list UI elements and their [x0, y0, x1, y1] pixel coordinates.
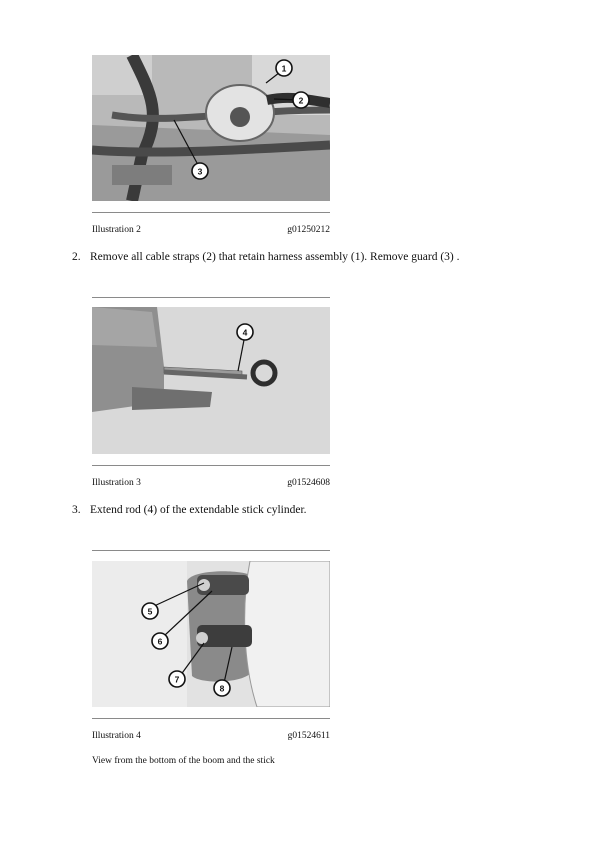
illustration-4-label: Illustration 4: [92, 731, 141, 741]
illustration-3-code: g01524608: [287, 478, 330, 488]
svg-text:7: 7: [174, 674, 180, 685]
illustration-4-photo: [92, 561, 330, 707]
illustration-3-caption: [92, 478, 330, 488]
step-3: [72, 504, 307, 516]
illustration-4-note: View from the bottom of the boom and the stick: [92, 756, 275, 766]
svg-text:5: 5: [147, 606, 153, 617]
illustration-2-label: Illustration 2: [92, 225, 141, 235]
illustration-3-photo: [92, 307, 330, 454]
illustration-3-label: Illustration 3: [92, 478, 141, 488]
illustration-3-top-rule: [92, 297, 330, 298]
svg-text:1: 1: [281, 63, 287, 74]
illustration-4-code: g01524611: [287, 731, 330, 741]
illustration-4-caption: [92, 731, 330, 741]
step-3-text: Extend rod (4) of the extendable stick cylinder.: [90, 504, 307, 516]
step-3-number: 3.: [72, 504, 81, 516]
svg-text:2: 2: [298, 95, 304, 106]
illustration-4-top-rule: [92, 550, 330, 551]
illustration-2-caption: [92, 225, 330, 235]
illustration-2-rule: [92, 212, 330, 213]
illustration-2-photo: [92, 55, 330, 201]
step-2-number: 2.: [72, 251, 81, 263]
svg-text:3: 3: [197, 166, 203, 177]
svg-text:6: 6: [157, 636, 163, 647]
illustration-3-rule: [92, 465, 330, 466]
illustration-4-rule: [92, 718, 330, 719]
illustration-2-code: g01250212: [287, 225, 330, 235]
step-2: [72, 251, 459, 263]
step-2-text: Remove all cable straps (2) that retain harness assembly (1). Remove guard (3) .: [90, 251, 460, 263]
svg-text:8: 8: [219, 683, 225, 694]
svg-text:4: 4: [242, 327, 248, 338]
